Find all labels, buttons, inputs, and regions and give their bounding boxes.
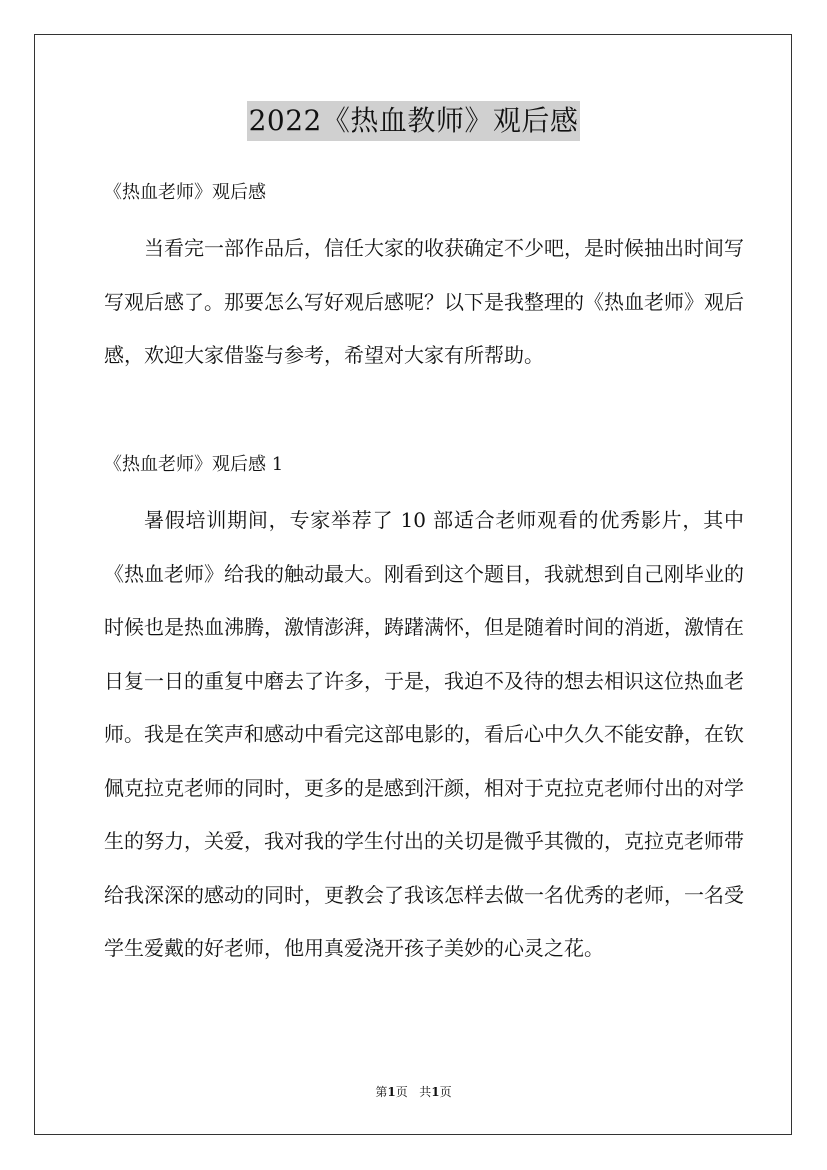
- footer-total-pages: 1: [431, 1085, 440, 1099]
- footer-page-suffix: 页: [395, 1085, 408, 1099]
- intro-paragraph: 当看完一部作品后，信任大家的收获确定不少吧，是时候抽出时间写写观后感了。那要怎么写好观后感呢？以下是我整理的《热血老师》观后感，欢迎大家借鉴与参考，希望对大家有所帮助。: [104, 236, 744, 367]
- footer-page-number: 1: [387, 1085, 396, 1099]
- footer-page-prefix: 第: [375, 1085, 388, 1099]
- document-title: 2022《热血教师》观后感: [247, 101, 581, 141]
- footer-total-prefix: 共: [419, 1085, 432, 1099]
- title-wrap: [0, 101, 827, 141]
- section-paragraph: 暑假培训期间，专家举荐了 10 部适合老师观看的优秀影片，其中《热血老师》给我的触动最大。刚看到这个题目，我就想到自己刚毕业的时候也是热血沸腾，激情澎湃，踌躇满怀，但是随着时间的消逝，激情在日复一日的重复中磨去了许多，于是，我迫不及待的想去相识这位热血老师。我是在笑声和感动中看完这部电影的，看后心中久久不能安静，在钦佩克拉克老师的同时，更多的是感到汗颜，相对于克拉克老师付出的对学生的努力，关爱，我对我的学生付出的关切是微乎其微的，克拉克老师带给我深深的感动的同时，更教会了我该怎样去做一名优秀的老师，一名受学生爱戴的好老师，他用真爱浇开孩子美妙的心灵之花。: [104, 508, 744, 960]
- page-footer: [0, 1084, 827, 1100]
- footer-total-suffix: 页: [439, 1085, 452, 1099]
- section-heading: 《热血老师》观后感 1: [104, 454, 284, 475]
- intro-heading: 《热血老师》观后感: [104, 182, 266, 203]
